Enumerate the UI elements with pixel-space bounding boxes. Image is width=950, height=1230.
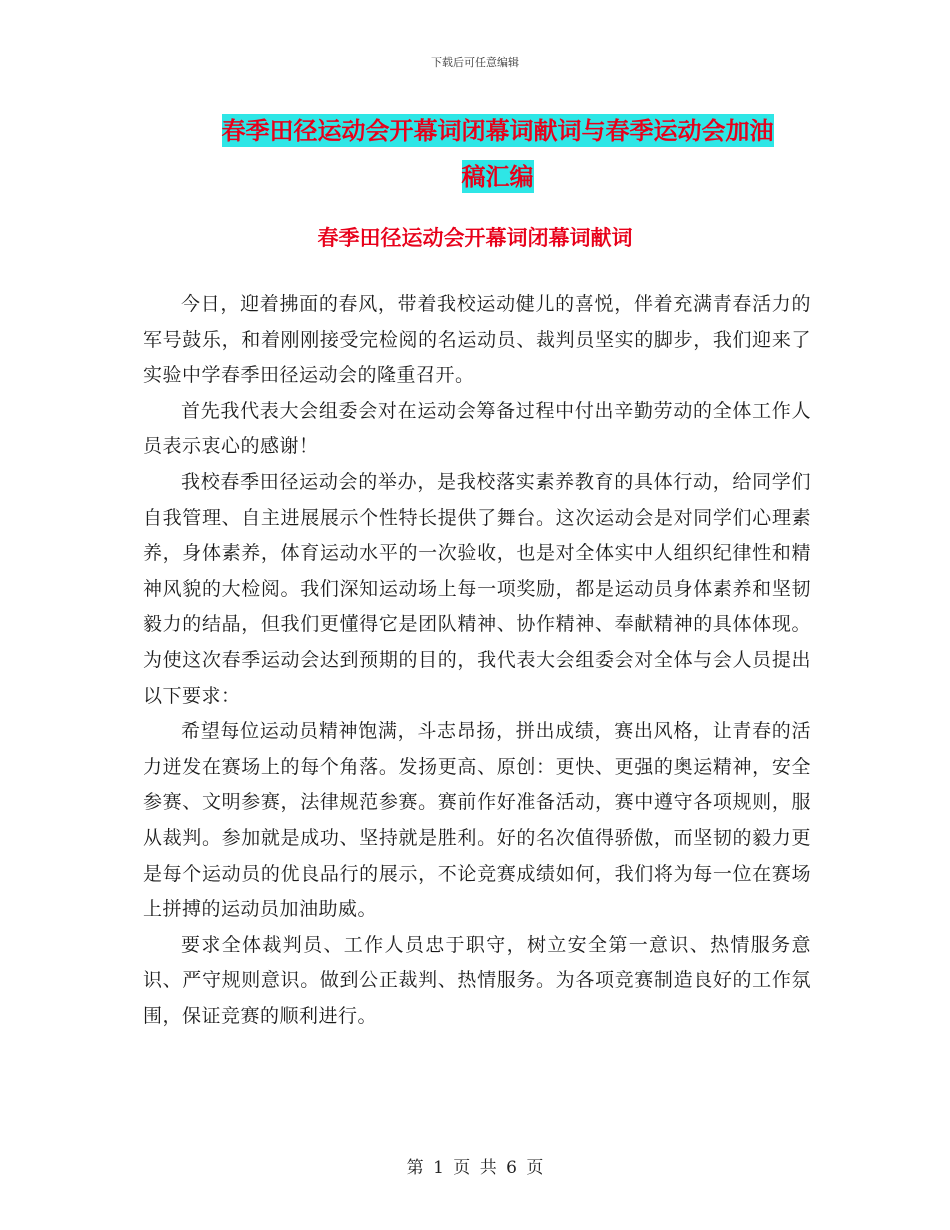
title-line-2: 稿汇编 <box>461 162 534 191</box>
footer-suffix: 页 <box>526 1158 544 1178</box>
paragraph: 我校春季田径运动会的举办，是我校落实素养教育的具体行动，给同学们自我管理、自主进展展示个性特长提供了舞台。这次运动会是对同学们心理素养，身体素养，体育运动水平的一次验收，也是对全体实中人组织纪律性和精神风貌的大检阅。我们深知运动场上每一项奖励，都是运动员身体素养和坚韧毅力的结晶，但我们更懂得它是团队精神、协作精神、奉献精神的具体体现。为使这次春季运动会达到预期的目的，我代表大会组委会对全体与会人员提出以下要求： <box>143 470 811 707</box>
title-line-1: 春季田径运动会开幕词闭幕词献词与春季运动会加油 <box>221 116 774 145</box>
footer-prefix: 第 <box>406 1158 424 1178</box>
header-note: 下载后可任意编辑 <box>431 56 519 69</box>
paragraph: 首先我代表大会组委会对在运动会筹备过程中付出辛勤劳动的全体工作人员表示衷心的感谢！ <box>143 399 811 458</box>
paragraph: 要求全体裁判员、工作人员忠于职守，树立安全第一意识、热情服务意识、严守规则意识。做到公正裁判、热情服务。为各项竞赛制造良好的工作氛围，保证竞赛的顺利进行。 <box>143 933 811 1027</box>
page-footer <box>0 1153 950 1178</box>
paragraph: 希望每位运动员精神饱满，斗志昂扬，拼出成绩，赛出风格，让青春的活力迸发在赛场上的每个角落。发扬更高、原创：更快、更强的奥运精神，安全参赛、文明参赛，法律规范参赛。赛前作好准备活动，赛中遵守各项规则，服从裁判。参加就是成功、坚持就是胜利。好的名次值得骄傲，而坚韧的毅力更是每个运动员的优良品行的展示，不论竞赛成绩如何，我们将为每一位在赛场上拼搏的运动员加油助威。 <box>143 720 811 921</box>
footer-mid2: 共 <box>479 1158 497 1178</box>
page-number: 1 <box>433 1158 444 1178</box>
document-body <box>143 287 811 1034</box>
total-pages: 6 <box>506 1158 517 1178</box>
document-title <box>150 108 845 200</box>
footer-mid1: 页 <box>453 1158 471 1178</box>
paragraph: 今日，迎着拂面的春风，带着我校运动健儿的喜悦，伴着充满青春活力的军号鼓乐，和着刚刚接受完检阅的名运动员、裁判员坚实的脚步，我们迎来了实验中学春季田径运动会的隆重召开。 <box>143 293 811 387</box>
section-title: 春季田径运动会开幕词闭幕词献词 <box>317 225 633 250</box>
